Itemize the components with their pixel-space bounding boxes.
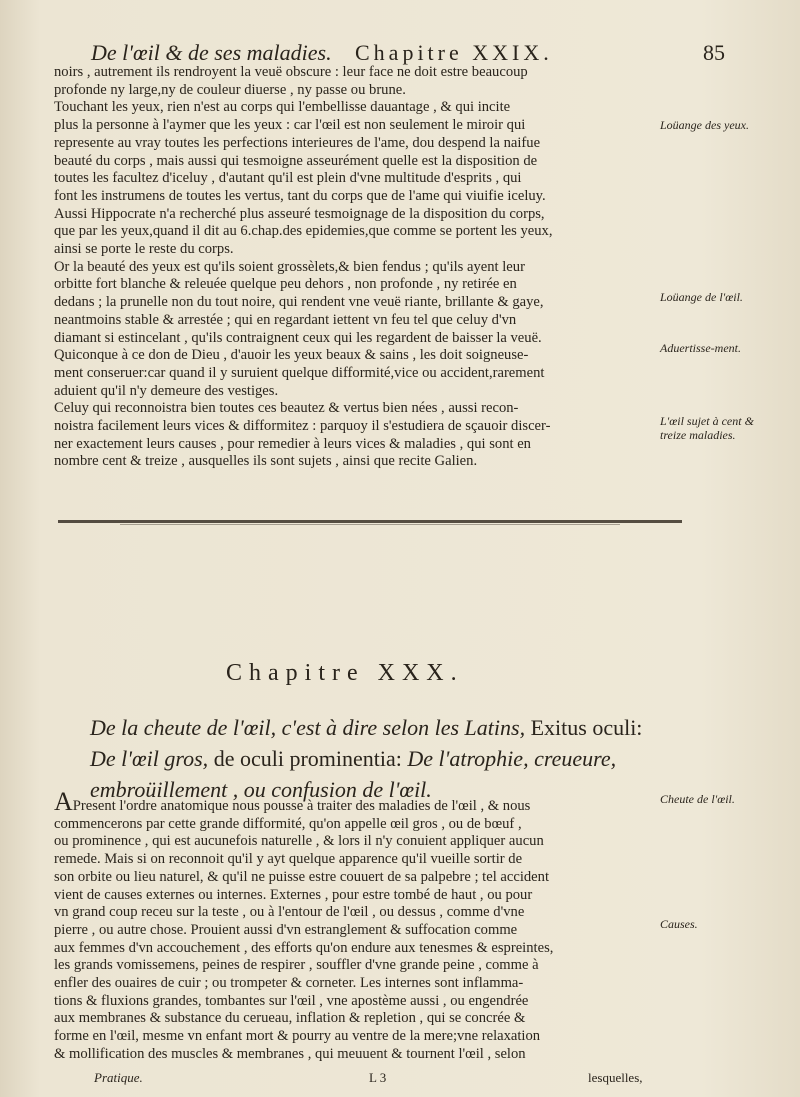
text-line: represente au vray toutes les perfections interieures de l'ame, dou despend la naifue	[54, 134, 541, 151]
text-line: ainsi se porte le reste du corps.	[54, 241, 234, 258]
margin-note: Loüange des yeux.	[660, 118, 749, 132]
chapter-title-part: embroüillement , ou confusion de l'œil.	[90, 777, 432, 802]
text-line: enfler des ouaires de cuir ; ou trompeter & corneter. Les internes sont inflamma-	[54, 975, 524, 992]
margin-note: L'œil sujet à cent & treize maladies.	[660, 414, 754, 442]
text-line: font les instrumens de toutes les vertus, tant du corps que de l'ame qui viuifie iceluy.	[54, 187, 546, 204]
text-line: diamant si estincelant , qu'ils contraignent ceux qui les regardent de baisser la veuë.	[54, 329, 542, 346]
drop-cap: A	[54, 792, 73, 816]
text-line: beauté du corps , mais aussi qui tesmoigne asseurément quelle est la disposition de	[54, 152, 538, 169]
text-line: commencerons par cette grande difformité, qu'on appelle œil gros , ou de bœuf ,	[54, 815, 522, 832]
chapter-title-part: Exitus oculi:	[525, 715, 643, 740]
signature-mark: L 3	[369, 1070, 387, 1085]
margin-note: Loüange de l'œil.	[660, 290, 743, 304]
margin-note: Aduertisse-ment.	[660, 341, 741, 355]
text-line: Aussi Hippocrate n'a recherché plus asseuré tesmoignage de la disposition du corps,	[54, 205, 545, 222]
text-line: Celuy qui reconnoistra bien toutes ces beautez & vertus bien nées , aussi recon-	[54, 400, 519, 417]
chapter-title-part: de oculi prominentia:	[208, 746, 402, 771]
text-line: APresent l'ordre anatomique nous pousse à traiter des maladies de l'œil , & nous	[54, 792, 670, 816]
catchword-right: lesquelles,	[588, 1070, 643, 1085]
chapter-title-part: De l'atrophie, creueure,	[401, 746, 617, 771]
text-line: pierre , ou autre chose. Prouient aussi d'vn estranglement & suffocation comme	[54, 921, 518, 938]
chapter-29-text	[54, 64, 654, 471]
text-line: forme en l'œil, mesme vn enfant mort & pourry au ventre de la mere;vne relaxation	[54, 1028, 541, 1045]
header-chapter-label: Chapitre XXIX.	[355, 40, 553, 65]
page-number: 85	[703, 40, 725, 65]
text-line: profonde ny large,ny de couleur diuerse , ny passe ou brune.	[54, 81, 406, 98]
text-line: vient de causes externes ou internes. Externes , pour estre tombé de haut , ou pour	[54, 886, 533, 903]
text-line: ou prominence , qui est aucunefois naturelle , & lors il n'y conuient appliquer aucun	[54, 833, 544, 850]
running-title: De l'œil & de ses maladies.	[91, 40, 332, 65]
text-line: aduient qu'il n'y demeure des vestiges.	[54, 382, 279, 399]
text-line: neantmoins stable & arrestée ; qui en regardant iettent vn feu tel que celuy d'vn	[54, 311, 517, 328]
text-line: aux femmes d'vn accouchement , des efforts qu'on endure aux tenesmes & espreintes,	[54, 939, 554, 956]
text-line: que par les yeux,quand il dit au 6.chap.des epidemies,que comme se portent les yeux,	[54, 223, 553, 240]
text-line: orbitte fort blanche & releuée quelque peu dehors , non profonde , ny retirée en	[54, 276, 517, 293]
text-line: noistra facilement leurs vices & difformitez : parquoy il s'estudiera de sçauoir discer-	[54, 418, 551, 435]
text-line: dedans ; la prunelle non du tout noire, qui rendent vne veuë riante, brillante & gaye,	[54, 294, 544, 311]
chapter-heading: Chapitre XXX.	[226, 660, 464, 686]
text-line: noirs , autrement ils rendroyent la veuë obscure : leur face ne doit estre beaucoup	[54, 64, 528, 80]
text-line: les grands vomissemens, peines de respirer , souffler d'vne grande peine , comme à	[54, 957, 539, 974]
catchword-left: Pratique.	[94, 1070, 143, 1085]
text-line: Quiconque à ce don de Dieu , d'auoir les yeux beaux & sains , les doit soigneuse-	[54, 347, 529, 364]
text-line: ner exactement leurs causes , pour remedier à leurs vices & maladies , qui sont en	[54, 435, 531, 452]
text-line: plus la personne à l'aymer que les yeux : car l'œil est non seulement le miroir qui	[54, 117, 526, 134]
text-line: ment conseruer:car quand il y suruient quelque difformité,vice ou accident,rarement	[54, 364, 545, 381]
text-line: son orbite ou lieu naturel, & qu'il ne puisse estre couuert de sa palpebre ; tel accident	[54, 868, 550, 885]
text-line: Touchant les yeux, rien n'est au corps qui l'embellisse dauantage , & qui incite	[54, 99, 511, 116]
margin-note: Causes.	[660, 917, 698, 931]
chapter-30-text	[54, 792, 670, 1064]
section-divider-thin	[120, 524, 620, 525]
text-line: remede. Mais si on reconnoit qu'il y ayt quelque apparence qu'il vueille sortir de	[54, 851, 523, 868]
section-divider	[58, 520, 682, 523]
text-line: vn grand coup receu sur la teste , ou à l'entour de l'œil , ou dessus , comme d'vne	[54, 904, 525, 921]
text-line: nombre cent & treize , ausquelles ils sont sujets , ainsi que recite Galien.	[54, 453, 478, 470]
text-line: aux membranes & substance du cerueau, inflation & repletion , qui se concrée &	[54, 1010, 526, 1027]
text-line: & mollification des muscles & membranes , qui meuuent & tournent l'œil , selon	[54, 1045, 526, 1062]
text-line: tions & fluxions grandes, tombantes sur l'œil , vne apostème aussi , ou engendrée	[54, 992, 529, 1009]
chapter-title-part: De l'œil gros,	[90, 746, 209, 771]
chapter-title-part: De la cheute de l'œil, c'est à dire selon les Latins,	[90, 715, 526, 740]
margin-note: Cheute de l'œil.	[660, 792, 735, 806]
text-line: toutes les facultez d'iceluy , d'autant qu'il est plein d'vne multitude d'esprits , qui	[54, 170, 522, 187]
text-line: Or la beauté des yeux est qu'ils soient grossèlets,& bien fendus ; qu'ils ayent leur	[54, 258, 525, 275]
